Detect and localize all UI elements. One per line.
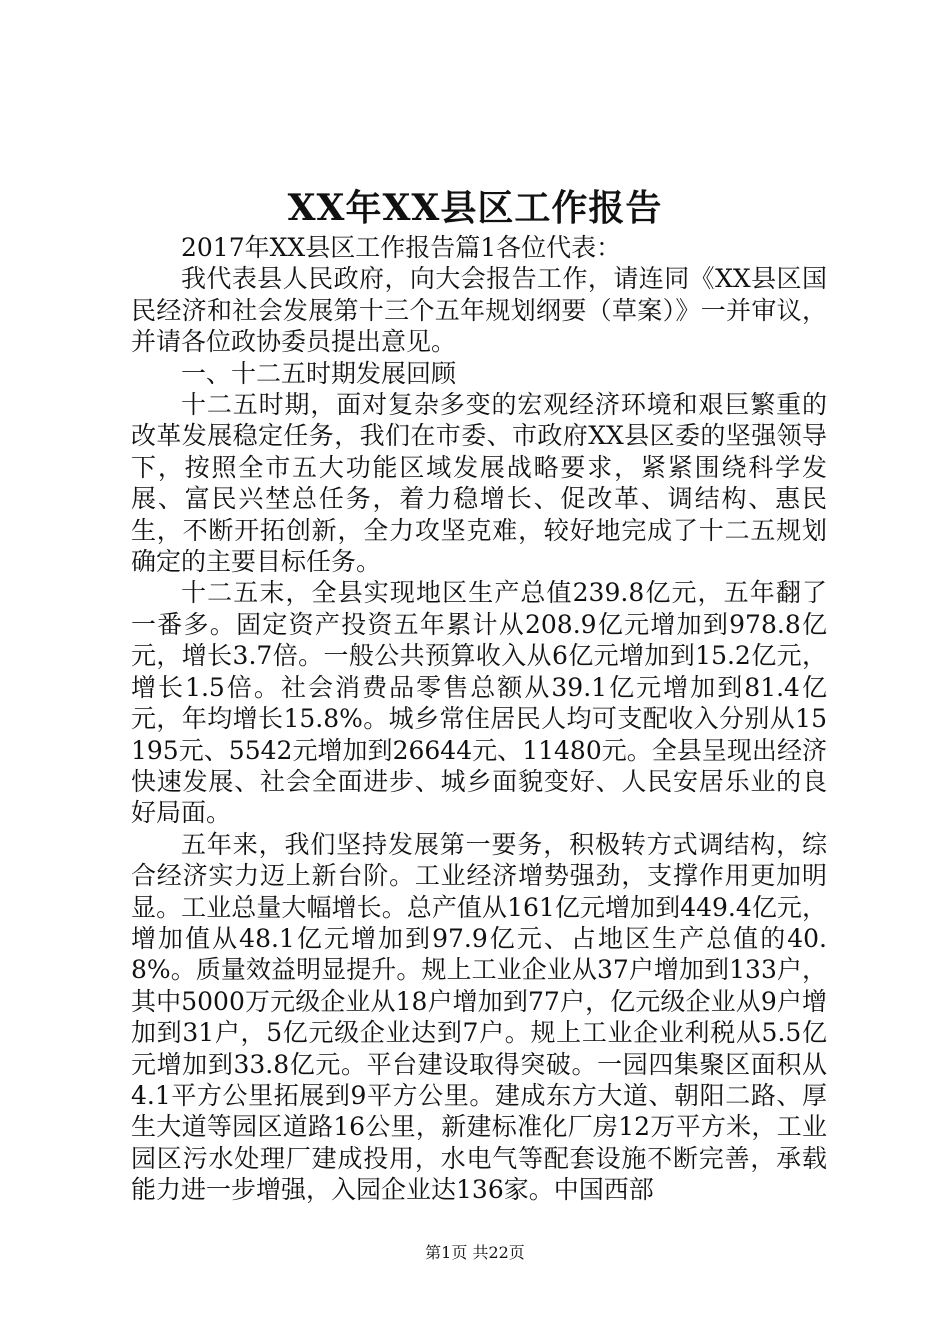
paragraph-review: 十二五时期，面对复杂多变的宏观经济环境和艰巨繁重的改革发展稳定任务，我们在市委、市政府XX县区委的坚强领导下，按照全市五大功能区域发展战略要求，紧紧围绕科学发展、富民兴埜总任务，着力稳增长、促改革、调结构、惠民生，不断开拓创新，全力攻坚克难，较好地完成了十二五规划确定的主要目标任务。: [131, 390, 827, 577]
paragraph-intro: 我代表县人民政府，向大会报告工作，请连同《XX县区国民经济和社会发展第十三个五年规划纲要（草案）》一并审议，并请各位政协委员提出意见。: [131, 264, 827, 357]
document-title: XX年XX县区工作报告: [287, 187, 663, 229]
paragraph-greeting: 2017年XX县区工作报告篇1各位代表：: [181, 233, 622, 262]
paragraph-industry: 五年来，我们坚持发展第一要务，积极转方式调结构，综合经济实力迈上新台阶。工业经济增势强劲，支撑作用更加明显。工业总量大幅增长。总产值从161亿元增加到449.4亿元，增加值从48.1亿元增加到97.9亿元、占地区生产总值的40.8%。质量效益明显提升。规上工业企业从37户增加到133户，其中5000万元级企业从18户增加到77户，亿元级企业从9户增加到31户，5亿元级企业达到7户。规上工业企业利税从5.5亿元增加到33.8亿元。平台建设取得突破。一园四集聚区面积从4.1平方公里拓展到9平方公里。建成东方大道、朝阳二路、厚生大道等园区道路16公里，新建标准化厂房12万平方米，工业园区污水处理厂建成投用，水电气等配套设施不断完善，承载能力进一步增强，入园企业达136家。中国西部: [131, 829, 827, 1205]
paragraph-statistics: 十二五末，全县实现地区生产总值239.8亿元，五年翻了一番多。固定资产投资五年累计从208.9亿元增加到978.8亿元，增长3.7倍。一般公共预算收入从6亿元增加到15.2亿元，增长1.5倍。社会消费品零售总额从39.1亿元增加到81.4亿元，年均增长15.8%。城乡常住居民人均可支配收入分别从15195元、5542元增加到26644元、11480元。全县呈现出经济快速发展、社会全面进步、城乡面貌变好、人民安居乐业的良好局面。: [131, 578, 827, 828]
section-heading: 一、十二五时期发展回顾: [181, 358, 457, 388]
document-body: [131, 232, 827, 1206]
page-number: 第1页 共22页: [425, 1243, 525, 1262]
